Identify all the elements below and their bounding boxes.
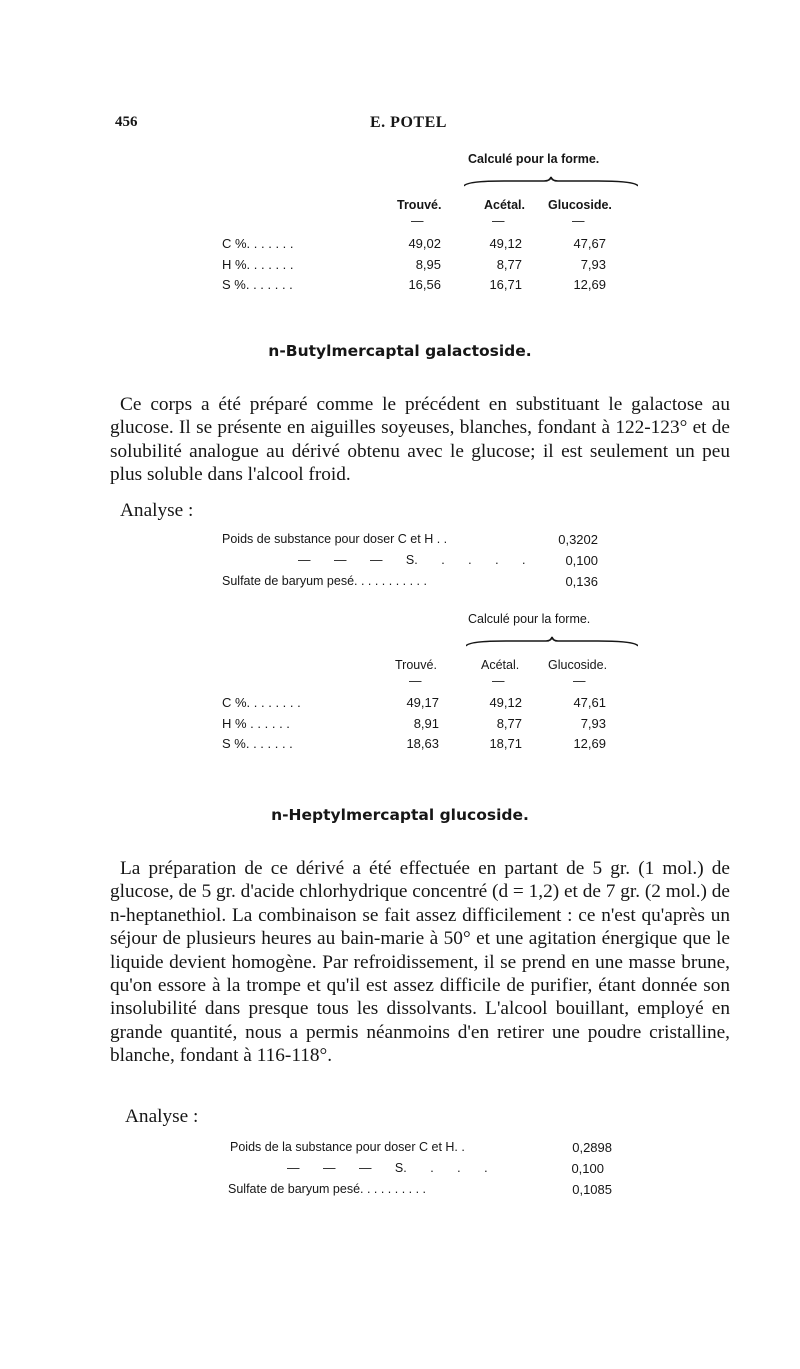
analysis-value: 0,100 [565, 553, 598, 568]
analysis-value: 0,2898 [572, 1140, 612, 1155]
analysis-label: — — — S. . . . [287, 1161, 488, 1175]
analysis-value: 0,136 [565, 574, 598, 589]
dash-mark: — [492, 674, 505, 688]
analysis-label: Poids de la substance pour doser C et H. . [230, 1140, 465, 1154]
analyse-label: Analyse : [125, 1106, 199, 1127]
value-acetal: 18,71 [489, 736, 522, 751]
dash-mark: — [492, 214, 505, 228]
value-acetal: 8,77 [496, 716, 522, 731]
analysis-value: 0,1085 [572, 1182, 612, 1197]
row-label: C %. . . . . . . [222, 236, 294, 251]
value-glucoside: 47,61 [573, 695, 606, 710]
body-paragraph [110, 857, 730, 1068]
col-glucoside: Glucoside. [548, 658, 608, 672]
analysis-label: Sulfate de baryum pesé. . . . . . . . . . [228, 1182, 427, 1196]
value-trouve: 49,17 [406, 695, 439, 710]
col-acetal: Acétal. [484, 198, 525, 212]
row-label: H % . . . . . . [222, 716, 290, 731]
dash-mark: — [573, 674, 586, 688]
row-label: C %. . . . . . . . [222, 695, 301, 710]
value-acetal: 16,71 [489, 277, 522, 292]
value-acetal: 8,77 [496, 257, 522, 272]
col-acetal: Acétal. [481, 658, 520, 672]
paragraph-text: Ce corps a été préparé comme le précédent en substituant le galactose au glucose. Il se présente en aiguilles soyeuses, blanches, fondant à 122-123° et de solubilité analogue au dérivé obtenu avec le glucose; il est seulement un peu plus soluble dans l'alcool froid. [110, 394, 730, 486]
analysis-label: — — — S. . . . . [298, 553, 526, 567]
analysis-label: Poids de substance pour doser C et H . . [222, 532, 448, 546]
dash-mark: — [572, 214, 585, 228]
value-glucoside: 12,69 [573, 736, 606, 751]
row-label: H %. . . . . . . [222, 257, 294, 272]
section-title: n-Butylmercaptal galactoside. [268, 342, 532, 360]
calc-header: Calculé pour la forme. [468, 152, 600, 166]
value-trouve: 16,56 [408, 277, 441, 292]
value-trouve: 49,02 [408, 236, 441, 251]
analysis-value: 0,100 [571, 1161, 604, 1176]
col-trouve: Trouvé. [395, 658, 437, 672]
value-acetal: 49,12 [489, 236, 522, 251]
analysis-label: Sulfate de baryum pesé. . . . . . . . . . . [222, 574, 427, 588]
section-title: n-Heptylmercaptal glucoside. [271, 806, 529, 824]
value-glucoside: 7,93 [580, 257, 606, 272]
dash-mark: — [411, 214, 424, 228]
value-trouve: 18,63 [406, 736, 439, 751]
value-acetal: 49,12 [489, 695, 522, 710]
brace-icon [466, 636, 638, 646]
page-number: 456 [115, 114, 138, 130]
analyse-label: Analyse : [120, 500, 194, 521]
paragraph-text: La préparation de ce dérivé a été effectuée en partant de 5 gr. (1 mol.) de glucose, de 5 gr. d'acide chlorhydrique concentré (d = 1,2) et de 7 gr. (2 mol.) de n-heptanethiol. La combinaison se fait assez difficilement : ce n'est qu'après un séjour de plusieurs heures au bain-marie à 50° et une agitation énergique que le liquide devient homogène. Par refroidissement, il se prend en une masse brune, qu'on essore à la trompe et qu'il est assez difficile de purifier, étant donnée son insolubilité dans presque tous les dissolvants. L'alcool bouillant, employé en grande quantité, nous a permis néanmoins d'en retirer une poudre cristalline, blanche, fondant à 116-118°. [110, 858, 730, 1067]
running-title: E. POTEL [370, 114, 447, 131]
calc-header: Calculé pour la forme. [468, 612, 591, 626]
row-label: S %. . . . . . . [222, 736, 293, 751]
value-trouve: 8,95 [415, 257, 441, 272]
value-glucoside: 12,69 [573, 277, 606, 292]
brace-icon [464, 176, 638, 186]
value-glucoside: 47,67 [573, 236, 606, 251]
body-paragraph [110, 393, 730, 487]
value-glucoside: 7,93 [580, 716, 606, 731]
row-label: S %. . . . . . . [222, 277, 293, 292]
value-trouve: 8,91 [413, 716, 439, 731]
col-trouve: Trouvé. [397, 198, 442, 212]
analysis-value: 0,3202 [558, 532, 598, 547]
dash-mark: — [409, 674, 422, 688]
col-glucoside: Glucoside. [548, 198, 612, 212]
